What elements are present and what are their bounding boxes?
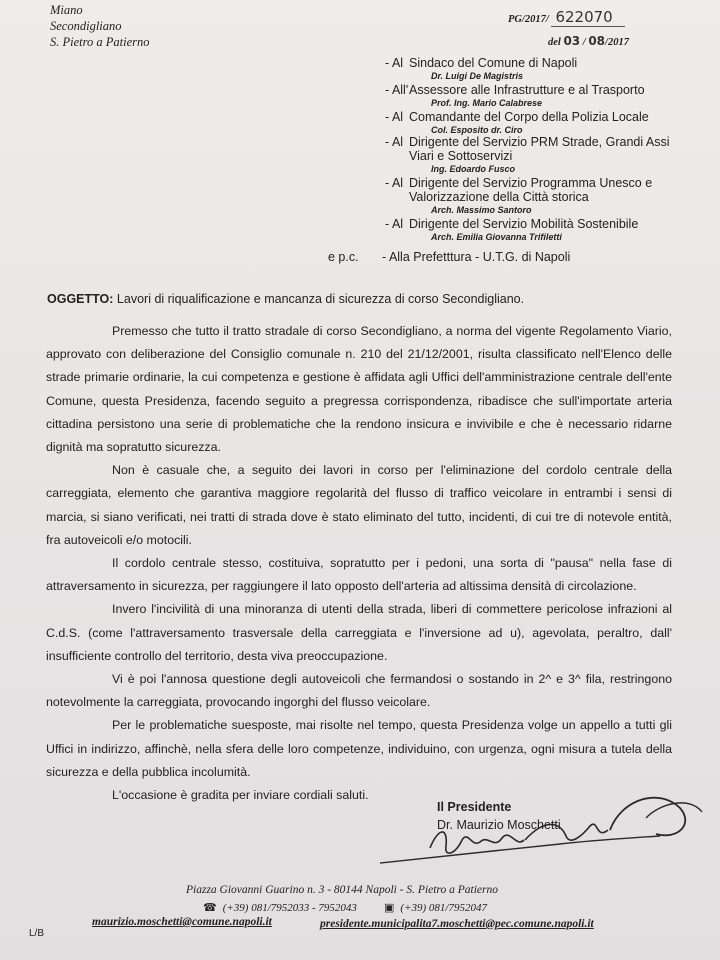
office-phone: [203, 901, 357, 914]
phone-icon: ☎: [203, 902, 217, 914]
addressee-role: Comandante del Corpo della Polizia Locale: [409, 110, 649, 124]
addressee: [385, 83, 685, 110]
addressee-role: Sindaco del Comune di Napoli: [409, 56, 578, 70]
addressee-prefix: - Al: [385, 217, 404, 231]
addressee-name: Col. Esposito dr. Ciro: [431, 125, 523, 135]
body-paragraph: L'occasione è gradita per inviare cordiali saluti.: [112, 788, 369, 803]
body-paragraph: Per le problematiche suesposte, mai risolte nel tempo, questa Presidenza volge un appello a tutti gli Uffici in indirizzo, affinchè, nella sfera delle loro competenze, individuino, con urgenza, ogni misura a tutela della sicurezza e della pubblica incolumità.: [46, 718, 672, 779]
addressee-role: Dirigente del Servizio Mobilità Sostenibile: [409, 217, 639, 231]
protocol-number: [508, 8, 625, 27]
addressee-prefix: - Al: [385, 110, 404, 124]
office-fax: [384, 901, 487, 914]
signature-block: [437, 798, 561, 834]
office-address: Piazza Giovanni Guarino n. 3 - 80144 Napoli - S. Pietro a Patierno: [186, 884, 498, 896]
signatory-name: Dr. Maurizio Moschetti: [437, 818, 561, 832]
addressee-name: Arch. Massimo Santoro: [431, 205, 532, 215]
body-paragraph: Premesso che tutto il tratto stradale di corso Secondigliano, a norma del vigente Regolamento Viario, approvato con deliberazione del Consiglio comunale n. 210 del 21/12/2001, risulta classificato nell'Elenco delle strade primarie ordinarie, la cui competenza e gestione è affidata agli Uffici dell'amministrazione centrale dell'ente Comune, questa Presidenza, facendo seguito a pregressa corrispondenza, ribadisce che sull'importate arteria cittadina persistono una serie di problematiche che la rendono insicura e invivibile e che è necessario ridarne dignità ma sopratutto sicurezza.: [46, 324, 672, 455]
addressee-name: Arch. Emilia Giovanna Trifiletti: [431, 232, 562, 242]
date-label: del: [548, 37, 561, 48]
body-paragraph: Non è casuale che, a seguito dei lavori in corso per l'eliminazione del cordolo centrale della carreggiata, elemento che garantiva maggiore regolarità del flusso di traffico veicolare in entrambi i sensi di marcia, si siano verificati, nei tratti di strada dove è stato eliminato del tutto, incidenti, di cui tre di notevole entità, fra autoveicoli e/o motocili.: [46, 463, 672, 547]
addressee-role: Assessore alle Infrastrutture e al Trasporto: [409, 83, 645, 97]
subject-text: Lavori di riqualificazione e mancanza di sicurezza di corso Secondigliano.: [116, 292, 525, 306]
date-day: 03: [563, 34, 581, 48]
pec-email-link[interactable]: presidente.municipalita7.moschetti@pec.comune.napoli.it: [320, 918, 594, 930]
addressee-role: Dirigente del Servizio PRM Strade, Grandi Assi Viari e Sottoservizi: [409, 135, 670, 163]
addressee-prefix: - All': [385, 83, 409, 97]
body-paragraph: Invero l'incivilità di una minoranza di utenti della strada, liberi di commettere pericolose infrazioni al C.d.S. (come l'attraversamento trasversale della carreggiata e l'inversione ad u), agevolata, peraltro, dall' insufficiente controllo del territorio, desta viva preoccupazione.: [46, 602, 672, 663]
municipality-districts: [50, 2, 150, 50]
addressee-prefix: - Al: [385, 176, 404, 190]
email-link[interactable]: maurizio.moschetti@comune.napoli.it: [92, 916, 272, 928]
phone-number: (+39) 081/7952033 - 7952043: [222, 902, 357, 914]
addressee: [385, 56, 685, 83]
date-month: 08: [588, 34, 606, 48]
subject-line: [47, 292, 687, 306]
letter-body: [46, 320, 672, 807]
date-year: /2017: [605, 37, 629, 48]
addressee-list: [385, 56, 685, 244]
subject-label: OGGETTO:: [47, 292, 114, 306]
author-initials: L/B: [29, 928, 45, 939]
district-line: Miano: [50, 3, 83, 17]
district-line: S. Pietro a Patierno: [50, 35, 150, 49]
addressee-prefix: - Al: [385, 56, 404, 70]
addressee-name: Dr. Luigi De Magistris: [431, 71, 524, 81]
addressee: [385, 176, 685, 217]
cc-recipient: - Alla Prefetttura - U.T.G. di Napoli: [382, 250, 571, 264]
protocol-label: PG/2017/: [508, 14, 549, 25]
addressee-role: Dirigente del Servizio Programma Unesco e Valorizzazione della Città storica: [409, 176, 653, 204]
addressee: [385, 135, 685, 176]
body-paragraph: Il cordolo centrale stesso, costituiva, sopratutto per i pedoni, una sorta di "pausa" nella fase di attraversamento in sicurezza, per raggiungere il lato opposto dell'arteria ad altissima densità di circolazione.: [46, 556, 672, 594]
addressee-name: Prof. Ing. Mario Calabrese: [431, 98, 543, 108]
addressee-prefix: - Al: [385, 135, 404, 149]
cc-label: e p.c.: [328, 250, 359, 264]
addressee: [385, 217, 685, 244]
letter-date: del 03 / 08/2017: [548, 34, 629, 48]
fax-number: (+39) 081/7952047: [400, 902, 487, 914]
fax-icon: ▣: [384, 902, 395, 914]
body-paragraph: Vi è poi l'annosa questione degli autoveicoli che fermandosi o sostando in 2^ e 3^ fila, restringono notevolmente la carreggiata, provocando ingorghi del flusso veicolare.: [46, 672, 672, 710]
addressee-name: Ing. Edoardo Fusco: [431, 164, 516, 174]
protocol-handwritten-number: 622070: [551, 8, 625, 27]
district-line: Secondigliano: [50, 19, 122, 33]
addressee: [385, 110, 685, 135]
signatory-title: Il Presidente: [437, 800, 512, 814]
